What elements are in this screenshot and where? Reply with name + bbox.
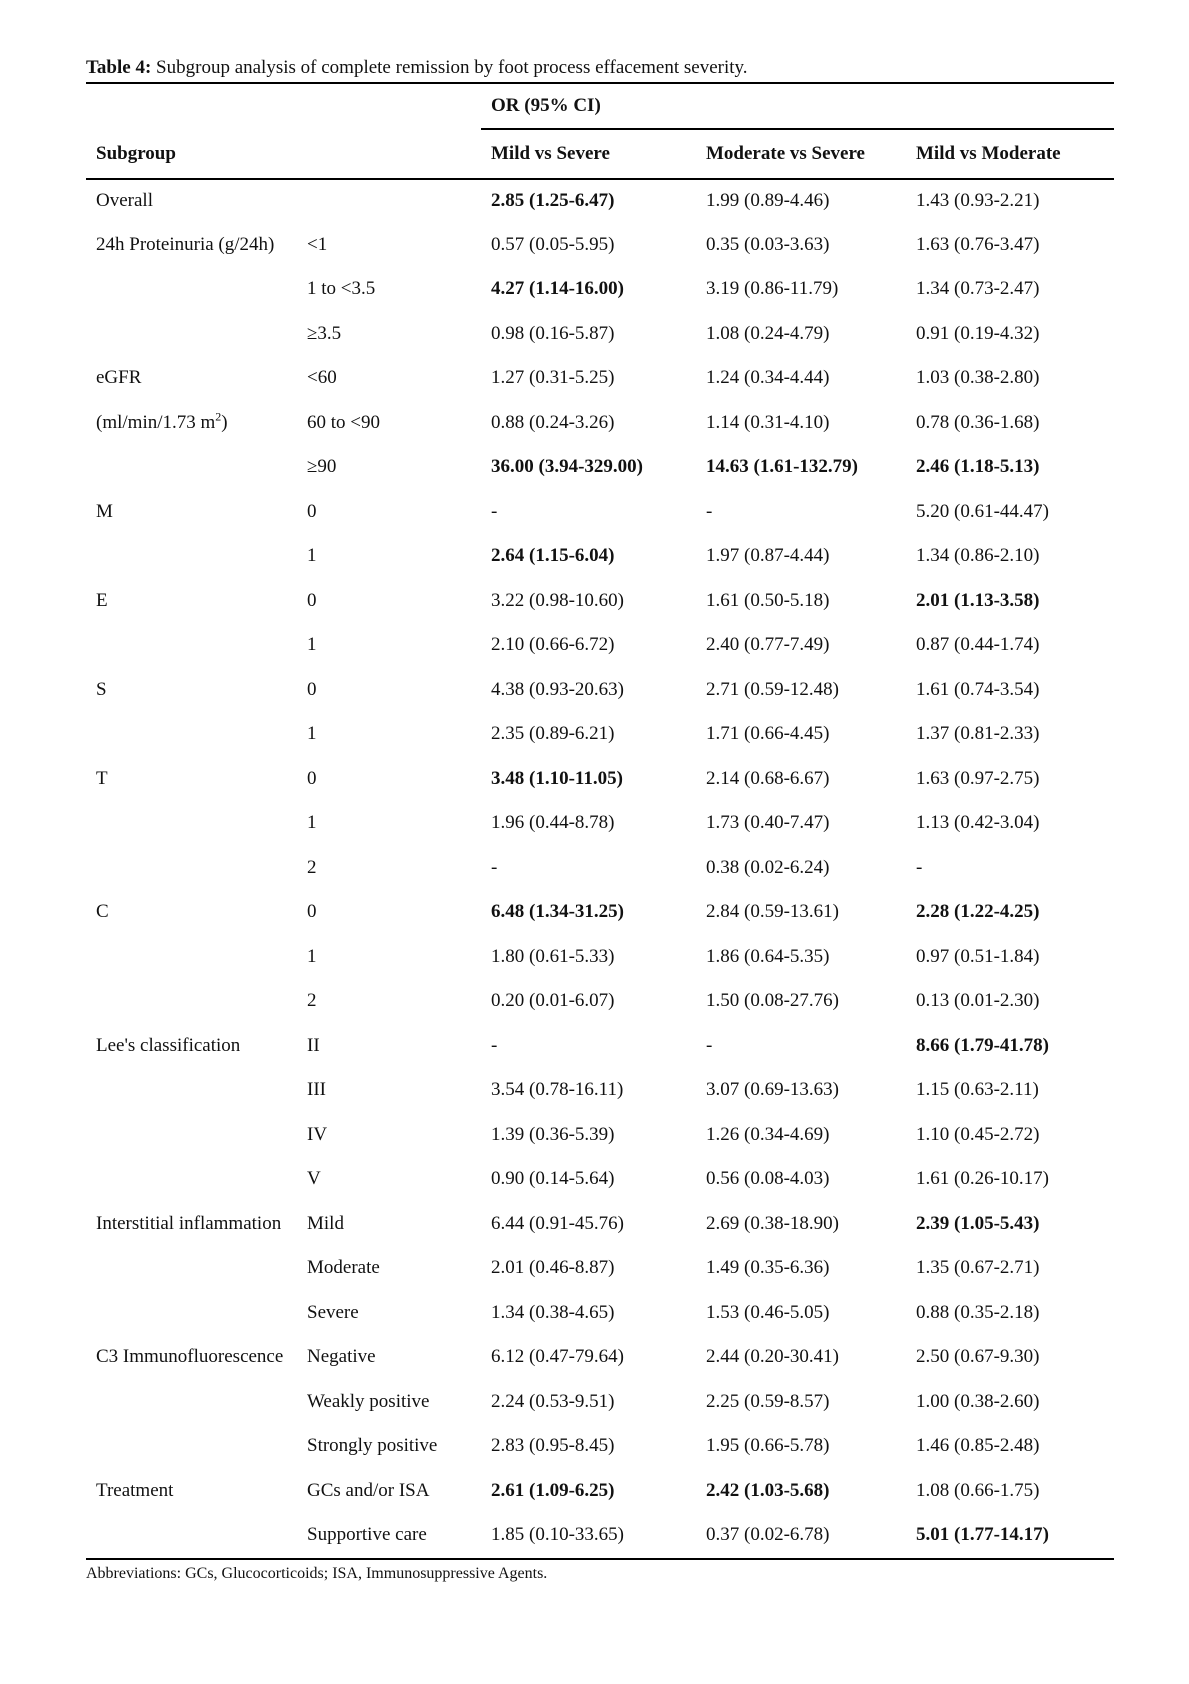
or-mild-vs-moderate-cell: 5.20 (0.61-44.47) xyxy=(916,500,1049,522)
subgroup-cell xyxy=(86,1247,297,1292)
or-moderate-vs-severe-cell: 1.99 (0.89-4.46) xyxy=(706,190,830,211)
level-cell: 1 to <3.5 xyxy=(307,278,376,299)
or-mild-vs-moderate-cell: 1.10 (0.45-2.72) xyxy=(916,1123,1040,1145)
table-caption xyxy=(86,56,1114,80)
subgroup-cell xyxy=(86,446,297,491)
table-row xyxy=(86,268,1114,313)
or-moderate-vs-severe-cell: 1.86 (0.64-5.35) xyxy=(706,945,830,967)
or-mild-vs-moderate-cell: 1.34 (0.86-2.10) xyxy=(916,545,1040,566)
or-moderate-vs-severe-cell: 1.71 (0.66-4.45) xyxy=(706,723,830,744)
level-cell: 1 xyxy=(307,812,317,833)
or-mild-vs-severe-cell: 2.64 (1.15-6.04) xyxy=(491,545,615,566)
or-mild-vs-moderate-cell: 1.34 (0.73-2.47) xyxy=(916,278,1040,299)
level-cell: IV xyxy=(307,1123,328,1145)
or-mild-vs-severe-cell: - xyxy=(491,1034,498,1056)
or-mild-vs-moderate-cell: 2.46 (1.18-5.13) xyxy=(916,456,1040,477)
subgroup-cell: eGFR xyxy=(96,367,142,388)
or-mild-vs-severe-cell: - xyxy=(491,500,498,522)
subgroup-cell xyxy=(86,936,297,981)
or-mild-vs-moderate-cell: 0.88 (0.35-2.18) xyxy=(916,1301,1040,1323)
or-moderate-vs-severe-cell: 2.71 (0.59-12.48) xyxy=(706,678,839,700)
level-cell: 60 to <90 xyxy=(307,411,380,433)
or-mild-vs-moderate-cell: 0.78 (0.36-1.68) xyxy=(916,411,1040,433)
or-moderate-vs-severe-cell: - xyxy=(706,1034,713,1056)
or-mild-vs-severe-cell: - xyxy=(491,856,498,878)
or-mild-vs-severe-cell: 3.22 (0.98-10.60) xyxy=(491,589,624,611)
level-cell: 1 xyxy=(307,723,317,744)
or-mild-vs-severe-cell: 1.34 (0.38-4.65) xyxy=(491,1301,615,1323)
level-cell: Moderate xyxy=(307,1257,380,1278)
table-row xyxy=(86,1336,1114,1381)
or-moderate-vs-severe-cell: 2.25 (0.59-8.57) xyxy=(706,1390,830,1412)
or-mild-vs-moderate-cell: 1.08 (0.66-1.75) xyxy=(916,1479,1040,1501)
table-row xyxy=(86,313,1114,358)
or-moderate-vs-severe-cell: 0.37 (0.02-6.78) xyxy=(706,1524,830,1545)
table-row xyxy=(86,1114,1114,1159)
subgroup-cell xyxy=(86,1514,297,1559)
or-moderate-vs-severe-cell: 1.50 (0.08-27.76) xyxy=(706,990,839,1011)
level-cell: 1 xyxy=(307,634,317,655)
subgroup-cell xyxy=(86,313,297,358)
table-row xyxy=(86,535,1114,580)
or-mild-vs-severe-cell: 3.48 (1.10-11.05) xyxy=(491,767,623,789)
or-moderate-vs-severe-cell: 1.53 (0.46-5.05) xyxy=(706,1301,830,1323)
or-moderate-vs-severe-cell: 0.38 (0.02-6.24) xyxy=(706,856,830,878)
subgroup-cell: Overall xyxy=(96,190,153,211)
subgroup-cell xyxy=(86,268,297,313)
subgroup-cell xyxy=(86,535,297,580)
table-caption-text: Subgroup analysis of complete remission by foot process effacement severity. xyxy=(151,57,748,78)
col-header-moderate-vs-severe: Moderate vs Severe xyxy=(706,143,865,164)
or-mild-vs-moderate-cell: 1.35 (0.67-2.71) xyxy=(916,1257,1040,1278)
or-mild-vs-moderate-cell: 1.46 (0.85-2.48) xyxy=(916,1435,1040,1456)
table-row xyxy=(86,1025,1114,1070)
subgroup-header: Subgroup xyxy=(96,142,176,164)
or-mild-vs-moderate-cell: 1.15 (0.63-2.11) xyxy=(916,1079,1039,1100)
table-row xyxy=(86,1514,1114,1559)
or-moderate-vs-severe-cell: - xyxy=(706,500,713,522)
col-header-mild-vs-moderate: Mild vs Moderate xyxy=(916,143,1061,164)
or-mild-vs-moderate-cell: 1.63 (0.76-3.47) xyxy=(916,233,1040,255)
table-row xyxy=(86,1158,1114,1203)
or-mild-vs-moderate-cell: 1.61 (0.74-3.54) xyxy=(916,678,1040,700)
subgroup-cell: M xyxy=(96,500,113,522)
subgroup-cell xyxy=(86,1425,297,1470)
table-row xyxy=(86,402,1114,447)
or-mild-vs-moderate-cell: 2.28 (1.22-4.25) xyxy=(916,901,1040,922)
or-mild-vs-severe-cell: 1.80 (0.61-5.33) xyxy=(491,945,615,967)
or-mild-vs-moderate-cell: 1.61 (0.26-10.17) xyxy=(916,1168,1049,1189)
table-body xyxy=(86,179,1114,1559)
header-row-columns xyxy=(86,129,1114,179)
or-mild-vs-moderate-cell: 0.13 (0.01-2.30) xyxy=(916,990,1040,1011)
level-cell: GCs and/or ISA xyxy=(307,1479,430,1501)
level-cell xyxy=(297,179,481,224)
or-mild-vs-moderate-cell: 1.00 (0.38-2.60) xyxy=(916,1390,1040,1412)
subgroup-cell xyxy=(86,624,297,669)
or-moderate-vs-severe-cell: 3.07 (0.69-13.63) xyxy=(706,1079,839,1100)
table-row xyxy=(86,224,1114,269)
subgroup-cell xyxy=(86,1158,297,1203)
subgroup-cell xyxy=(86,1114,297,1159)
or-moderate-vs-severe-cell: 2.14 (0.68-6.67) xyxy=(706,767,830,789)
or-mild-vs-severe-cell: 0.57 (0.05-5.95) xyxy=(491,233,615,255)
table-row xyxy=(86,669,1114,714)
table-row xyxy=(86,802,1114,847)
subgroup-cell xyxy=(86,802,297,847)
table-row xyxy=(86,891,1114,936)
or-mild-vs-severe-cell: 2.83 (0.95-8.45) xyxy=(491,1435,615,1456)
or-mild-vs-severe-cell: 6.44 (0.91-45.76) xyxy=(491,1212,624,1234)
or-mild-vs-moderate-cell: 1.03 (0.38-2.80) xyxy=(916,367,1040,388)
subgroup-cell xyxy=(86,713,297,758)
or-moderate-vs-severe-cell: 1.97 (0.87-4.44) xyxy=(706,545,830,566)
table-row xyxy=(86,624,1114,669)
or-moderate-vs-severe-cell: 14.63 (1.61-132.79) xyxy=(706,456,858,477)
level-cell: 0 xyxy=(307,678,317,700)
level-cell: Mild xyxy=(307,1212,344,1234)
or-mild-vs-severe-cell: 2.24 (0.53-9.51) xyxy=(491,1390,615,1412)
level-cell: ≥90 xyxy=(307,456,337,477)
subgroup-cell: C3 Immunofluorescence xyxy=(96,1346,284,1367)
subgroup-cell: Treatment xyxy=(96,1479,174,1501)
level-cell: 2 xyxy=(307,990,317,1011)
or-mild-vs-moderate-cell: 2.50 (0.67-9.30) xyxy=(916,1346,1040,1367)
or-mild-vs-severe-cell: 2.35 (0.89-6.21) xyxy=(491,723,615,744)
or-mild-vs-severe-cell: 1.27 (0.31-5.25) xyxy=(491,367,615,388)
or-mild-vs-severe-cell: 2.61 (1.09-6.25) xyxy=(491,1479,615,1501)
table-row xyxy=(86,1247,1114,1292)
or-mild-vs-severe-cell: 2.01 (0.46-8.87) xyxy=(491,1257,615,1278)
subgroup-cell xyxy=(86,1381,297,1426)
level-cell: 0 xyxy=(307,767,317,789)
level-cell: 1 xyxy=(307,545,317,566)
or-moderate-vs-severe-cell: 1.08 (0.24-4.79) xyxy=(706,322,830,344)
table-row xyxy=(86,758,1114,803)
level-cell: <60 xyxy=(307,367,337,388)
subgroup-table xyxy=(86,82,1114,1560)
or-moderate-vs-severe-cell: 1.95 (0.66-5.78) xyxy=(706,1435,830,1456)
or-mild-vs-severe-cell: 6.48 (1.34-31.25) xyxy=(491,901,624,922)
superscript: 2 xyxy=(215,409,222,424)
subgroup-cell: Lee's classification xyxy=(96,1034,241,1056)
table-row xyxy=(86,980,1114,1025)
table-row xyxy=(86,847,1114,892)
table-footnote: Abbreviations: GCs, Glucocorticoids; ISA, Immunosuppressive Agents. xyxy=(86,1564,548,1582)
or-mild-vs-severe-cell: 0.88 (0.24-3.26) xyxy=(491,411,615,433)
or-moderate-vs-severe-cell: 2.40 (0.77-7.49) xyxy=(706,634,830,655)
table-row xyxy=(86,1069,1114,1114)
table-row xyxy=(86,1470,1114,1515)
subgroup-cell: C xyxy=(96,901,109,922)
or-mild-vs-severe-cell: 1.39 (0.36-5.39) xyxy=(491,1123,615,1145)
document xyxy=(86,56,1114,1584)
level-cell: II xyxy=(307,1034,320,1056)
col-header-mild-vs-severe: Mild vs Severe xyxy=(491,143,610,164)
or-ci-header: OR (95% CI) xyxy=(481,83,1114,129)
subgroup-cell: (ml/min/1.73 $m^2$) xyxy=(96,409,228,433)
level-cell: 0 xyxy=(307,589,317,611)
header-row-group xyxy=(86,83,1114,129)
subgroup-cell: S xyxy=(96,678,107,700)
or-mild-vs-severe-cell: 4.38 (0.93-20.63) xyxy=(491,678,624,700)
subgroup-cell xyxy=(86,1292,297,1337)
or-mild-vs-severe-cell: 0.20 (0.01-6.07) xyxy=(491,990,615,1011)
table-row xyxy=(86,357,1114,402)
level-cell: Strongly positive xyxy=(307,1435,438,1456)
level-cell: 2 xyxy=(307,856,317,878)
table-row xyxy=(86,491,1114,536)
subgroup-cell: T xyxy=(96,767,108,789)
table-row xyxy=(86,179,1114,224)
level-cell: 0 xyxy=(307,500,317,522)
or-mild-vs-severe-cell: 0.98 (0.16-5.87) xyxy=(491,322,615,344)
or-mild-vs-severe-cell: 2.85 (1.25-6.47) xyxy=(491,190,615,211)
or-mild-vs-severe-cell: 6.12 (0.47-79.64) xyxy=(491,1346,624,1367)
level-cell: Severe xyxy=(307,1301,359,1323)
or-mild-vs-severe-cell: 2.10 (0.66-6.72) xyxy=(491,634,615,655)
or-mild-vs-severe-cell: 3.54 (0.78-16.11) xyxy=(491,1079,624,1100)
or-mild-vs-severe-cell: 1.96 (0.44-8.78) xyxy=(491,812,615,833)
or-moderate-vs-severe-cell: 2.84 (0.59-13.61) xyxy=(706,901,839,922)
or-moderate-vs-severe-cell: 2.42 (1.03-5.68) xyxy=(706,1479,830,1501)
subgroup-cell xyxy=(86,1069,297,1114)
level-cell: 1 xyxy=(307,945,317,967)
subgroup-cell: Interstitial inflammation xyxy=(96,1212,282,1234)
or-moderate-vs-severe-cell: 3.19 (0.86-11.79) xyxy=(706,278,839,299)
or-mild-vs-moderate-cell: 0.97 (0.51-1.84) xyxy=(916,945,1040,967)
or-mild-vs-moderate-cell: 2.39 (1.05-5.43) xyxy=(916,1212,1040,1234)
table-row xyxy=(86,446,1114,491)
table-row xyxy=(86,1425,1114,1470)
table-row xyxy=(86,713,1114,758)
level-cell: Supportive care xyxy=(307,1524,427,1545)
or-mild-vs-moderate-cell: 1.63 (0.97-2.75) xyxy=(916,767,1040,789)
or-mild-vs-moderate-cell: - xyxy=(916,856,923,878)
or-moderate-vs-severe-cell: 1.49 (0.35-6.36) xyxy=(706,1257,830,1278)
or-mild-vs-moderate-cell: 1.13 (0.42-3.04) xyxy=(916,812,1040,833)
table-row xyxy=(86,1381,1114,1426)
or-moderate-vs-severe-cell: 1.61 (0.50-5.18) xyxy=(706,589,830,611)
level-cell: V xyxy=(307,1168,321,1189)
or-mild-vs-moderate-cell: 0.87 (0.44-1.74) xyxy=(916,634,1040,655)
or-mild-vs-moderate-cell: 8.66 (1.79-41.78) xyxy=(916,1034,1049,1056)
level-cell: ≥3.5 xyxy=(307,322,342,344)
or-mild-vs-severe-cell: 0.90 (0.14-5.64) xyxy=(491,1168,615,1189)
level-cell: III xyxy=(307,1079,326,1100)
or-moderate-vs-severe-cell: 1.14 (0.31-4.10) xyxy=(706,411,830,433)
or-moderate-vs-severe-cell: 1.26 (0.34-4.69) xyxy=(706,1123,830,1145)
table-row xyxy=(86,936,1114,981)
table-caption-label: Table 4: xyxy=(86,57,152,78)
level-cell: 0 xyxy=(307,901,317,922)
or-moderate-vs-severe-cell: 2.44 (0.20-30.41) xyxy=(706,1346,839,1367)
or-mild-vs-moderate-cell: 2.01 (1.13-3.58) xyxy=(916,589,1040,611)
or-moderate-vs-severe-cell: 0.56 (0.08-4.03) xyxy=(706,1168,830,1189)
level-cell: <1 xyxy=(307,233,328,255)
level-cell: Weakly positive xyxy=(307,1390,430,1412)
or-mild-vs-severe-cell: 36.00 (3.94-329.00) xyxy=(491,456,643,477)
subgroup-cell xyxy=(86,980,297,1025)
or-moderate-vs-severe-cell: 1.24 (0.34-4.44) xyxy=(706,367,830,388)
or-moderate-vs-severe-cell: 1.73 (0.40-7.47) xyxy=(706,812,830,833)
or-mild-vs-moderate-cell: 1.37 (0.81-2.33) xyxy=(916,723,1040,744)
or-mild-vs-severe-cell: 4.27 (1.14-16.00) xyxy=(491,278,624,299)
or-moderate-vs-severe-cell: 2.69 (0.38-18.90) xyxy=(706,1212,839,1234)
table-row xyxy=(86,580,1114,625)
subgroup-cell: 24h Proteinuria (g/24h) xyxy=(96,233,275,255)
or-mild-vs-severe-cell: 1.85 (0.10-33.65) xyxy=(491,1524,624,1545)
or-mild-vs-moderate-cell: 1.43 (0.93-2.21) xyxy=(916,190,1040,211)
subgroup-cell: E xyxy=(96,589,108,611)
table-row xyxy=(86,1203,1114,1248)
table-row xyxy=(86,1292,1114,1337)
or-moderate-vs-severe-cell: 0.35 (0.03-3.63) xyxy=(706,233,830,255)
or-mild-vs-moderate-cell: 5.01 (1.77-14.17) xyxy=(916,1524,1049,1545)
or-mild-vs-moderate-cell: 0.91 (0.19-4.32) xyxy=(916,322,1040,344)
subgroup-cell xyxy=(86,847,297,892)
level-cell: Negative xyxy=(307,1346,376,1367)
